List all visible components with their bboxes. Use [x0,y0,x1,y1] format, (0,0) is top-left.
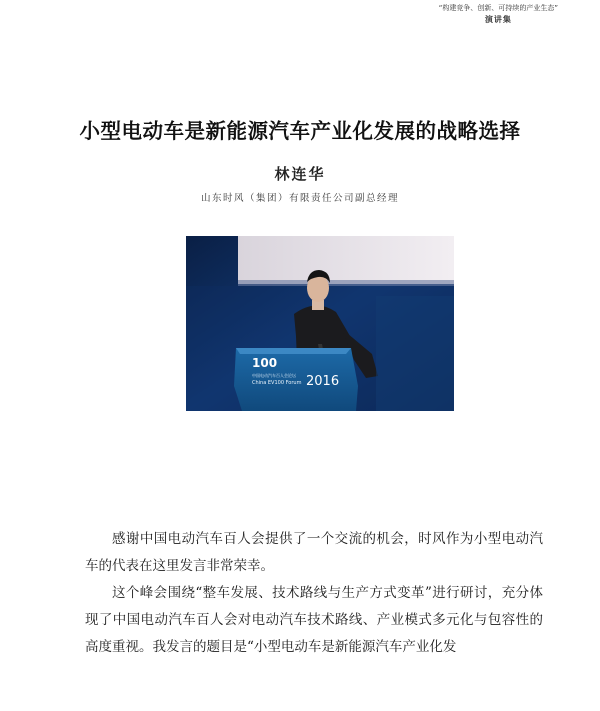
article-title: 小型电动车是新能源汽车产业化发展的战略选择 [79,119,521,143]
projection-screen [238,236,454,284]
article-body [85,526,543,661]
podium-logo: 100 [252,356,278,370]
podium-forum-en: China EV100 Forum [252,380,302,386]
podium-forum-cn: 中国电动汽车百人会论坛 [252,373,296,378]
stage-backdrop-right [376,296,454,411]
speaker-photo [186,236,454,411]
running-header-section: 演讲集 [484,15,512,24]
author-affiliation: 山东时风（集团）有限责任公司副总经理 [200,193,399,204]
speaker-photo-illustration [186,236,454,411]
article-author: 林连华 [274,165,326,183]
body-paragraph-2: 这个峰会围绕“整车发展、技术路线与生产方式变革”进行研讨，充分体现了中国电动汽车百人会对电动汽车技术路线、产业模式多元化与包容性的高度重视。我发言的题目是“小型电动车是新能源汽车产业化发 [85,585,543,655]
body-paragraph-1: 感谢中国电动汽车百人会提供了一个交流的机会，时风作为小型电动汽车的代表在这里发言非常荣幸。 [85,531,543,574]
running-header-tagline: “构建竞争、创新、可持续的产业生态” [438,4,558,12]
screen-bottom-edge [238,280,454,286]
podium-year: 2016 [306,374,340,389]
running-header [439,2,558,26]
podium-top [236,348,351,354]
